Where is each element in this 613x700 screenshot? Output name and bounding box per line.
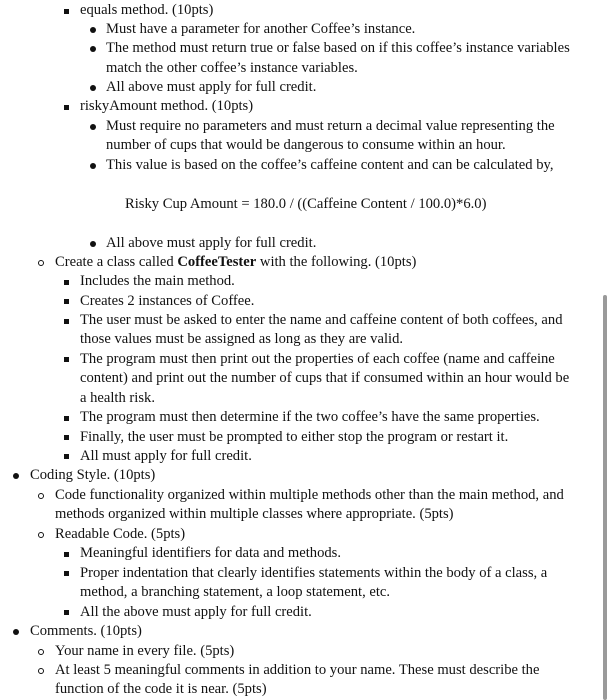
tester-item: The program must then print out the properties of each coffee (name and caffeine [80,351,555,367]
tester-item: Creates 2 instances of Coffee. [80,293,255,309]
bullet-icon [90,46,96,52]
square-bullet-icon [64,454,69,459]
hollow-bullet-icon [38,532,44,538]
square-bullet-icon [64,299,69,304]
tester-item: All must apply for full credit. [80,448,252,464]
coffee-tester-heading [55,253,416,273]
hollow-bullet-icon [38,668,44,674]
vertical-scrollbar[interactable] [603,295,607,700]
risky-formula: Risky Cup Amount = 180.0 / ((Caffeine Content / 100.0)*6.0) [125,196,487,212]
bullet-icon [90,241,96,247]
readable-code-heading: Readable Code. (5pts) [55,526,186,542]
style-functionality-continued: methods organized within multiple classes where appropriate. (5pts) [55,506,454,522]
bullet-icon [13,473,19,479]
square-bullet-icon [64,435,69,440]
risky-item: This value is based on the coffee’s caffeine content and can be calculated by, [106,157,554,173]
hollow-bullet-icon [38,493,44,499]
comments-item-continued: function of the code it is near. (5pts) [55,681,267,697]
bullet-icon [90,85,96,91]
square-bullet-icon [64,280,69,285]
bullet-icon [90,27,96,33]
square-bullet-icon [64,552,69,557]
style-functionality-item: Code functionality organized within multiple methods other than the main method, and [55,487,564,503]
equals-method-heading: equals method. (10pts) [80,2,214,18]
coffee-tester-prefix: Create a class called [55,254,178,270]
square-bullet-icon [64,571,69,576]
equals-item-continued: match the other coffee’s instance variables. [106,60,358,76]
coffee-tester-suffix: with the following. (10pts) [256,254,417,270]
tester-item: The user must be asked to enter the name and caffeine content of both coffees, and [80,312,563,328]
readable-item: Proper indentation that clearly identifies statements within the body of a class, a [80,565,548,581]
tester-item-continued: content) and print out the number of cups that if consumed within an hour would be [80,370,570,386]
comments-item: At least 5 meaningful comments in addition to your name. These must describe the [55,662,540,678]
risky-item: Must require no parameters and must return a decimal value representing the [106,118,555,134]
coffee-tester-class-name: CoffeeTester [177,254,257,270]
risky-method-heading: riskyAmount method. (10pts) [80,98,254,114]
coding-style-heading: Coding Style. (10pts) [30,467,156,483]
tester-item: Finally, the user must be prompted to either stop the program or restart it. [80,429,509,445]
square-bullet-icon [64,610,69,615]
readable-item-continued: method, a branching statement, a loop statement, etc. [80,584,391,600]
hollow-bullet-icon [38,649,44,655]
equals-item: All above must apply for full credit. [106,79,317,95]
square-bullet-icon [64,9,69,14]
risky-final-item: All above must apply for full credit. [106,235,317,251]
tester-item: Includes the main method. [80,273,235,289]
square-bullet-icon [64,105,69,110]
risky-item-continued: number of cups that would be dangerous to consume within an hour. [106,137,506,153]
tester-item-continued: a health risk. [80,390,155,406]
bullet-icon [90,124,96,130]
square-bullet-icon [64,357,69,362]
equals-item: Must have a parameter for another Coffee’s instance. [106,21,416,37]
tester-item: The program must then determine if the two coffee’s have the same properties. [80,409,540,425]
comments-item: Your name in every file. (5pts) [55,643,235,659]
square-bullet-icon [64,319,69,324]
equals-item: The method must return true or false based on if this coffee’s instance variables [106,40,570,56]
bullet-icon [90,163,96,169]
bullet-icon [13,629,19,635]
readable-item: All the above must apply for full credit. [80,604,312,620]
tester-item-continued: those values must be assigned as long as they are valid. [80,331,404,347]
readable-item: Meaningful identifiers for data and methods. [80,545,341,561]
hollow-bullet-icon [38,260,44,266]
comments-heading: Comments. (10pts) [30,623,142,639]
square-bullet-icon [64,416,69,421]
